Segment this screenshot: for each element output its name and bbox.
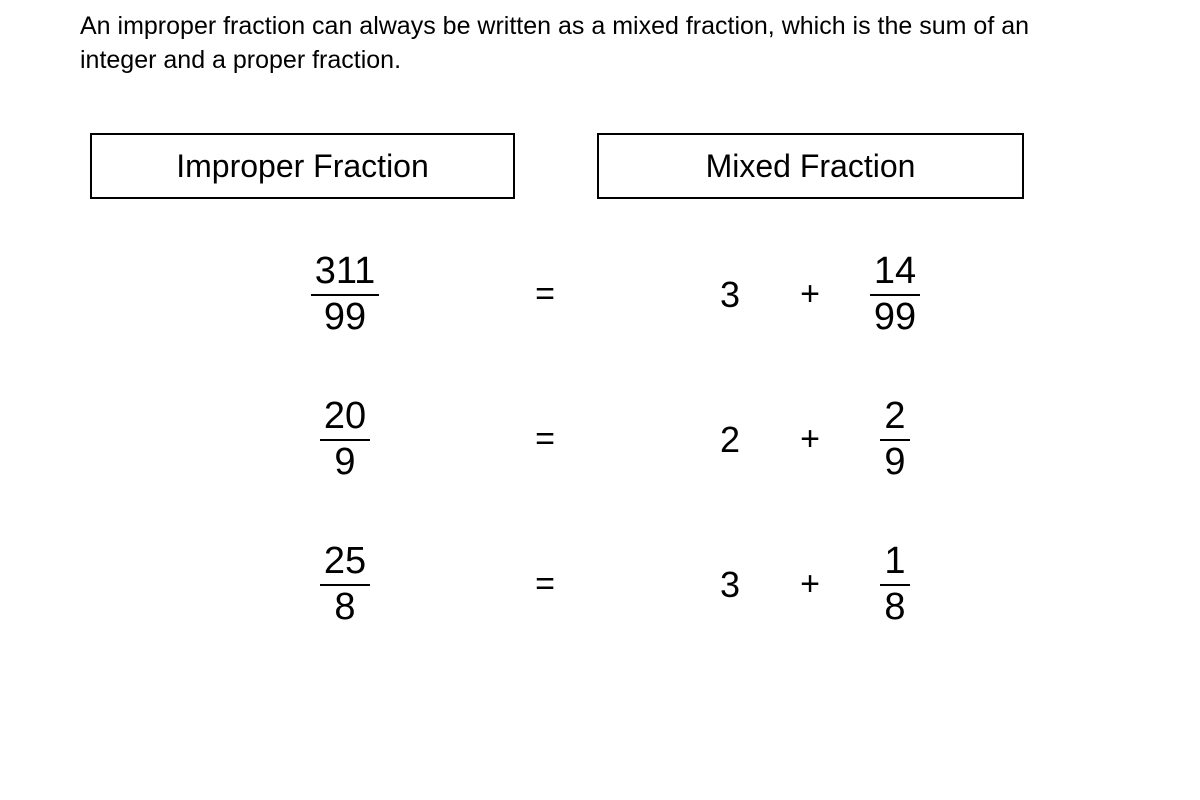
- equation-row: [0, 512, 1200, 657]
- improper-fraction-cell: [230, 512, 460, 657]
- intro-text: An improper fraction can always be written as a mixed fraction, which is the sum of an integer and a proper fraction.: [80, 12, 1030, 74]
- proper-denominator: 99: [873, 295, 917, 338]
- integer-part: 2: [719, 418, 741, 460]
- improper-fraction: [320, 541, 370, 627]
- proper-denominator: 9: [884, 440, 906, 483]
- improper-fraction: [311, 251, 380, 337]
- integer-part: 3: [719, 273, 741, 315]
- proper-fraction-cell: [840, 512, 950, 657]
- header-mixed-label: Mixed Fraction: [705, 147, 916, 184]
- proper-fraction: [880, 396, 909, 482]
- plus-sign: +: [800, 420, 820, 458]
- column-headers: [0, 133, 1200, 199]
- plus-sign: +: [800, 565, 820, 603]
- improper-denominator: 99: [323, 295, 367, 338]
- improper-numerator: 311: [311, 251, 380, 295]
- equals-sign: =: [535, 565, 555, 603]
- equals-sign: =: [535, 275, 555, 313]
- proper-fraction: [880, 541, 909, 627]
- plus-sign: +: [800, 275, 820, 313]
- equals-sign: =: [535, 420, 555, 458]
- header-improper-label: Improper Fraction: [176, 147, 429, 184]
- improper-fraction: [320, 396, 370, 482]
- proper-denominator: 8: [884, 585, 906, 628]
- header-improper-fraction: [90, 133, 515, 199]
- proper-fraction-cell: [840, 222, 950, 367]
- improper-fraction-cell: [230, 222, 460, 367]
- equation-row: [0, 222, 1200, 367]
- proper-numerator: 1: [880, 541, 909, 585]
- improper-denominator: 9: [334, 440, 356, 483]
- improper-numerator: 25: [320, 541, 370, 585]
- improper-numerator: 20: [320, 396, 370, 440]
- improper-denominator: 8: [334, 585, 356, 628]
- header-mixed-fraction: [597, 133, 1024, 199]
- equation-row: [0, 367, 1200, 512]
- proper-numerator: 2: [880, 396, 909, 440]
- integer-part: 3: [719, 563, 741, 605]
- proper-fraction: [870, 251, 920, 337]
- proper-fraction-cell: [840, 367, 950, 512]
- improper-fraction-cell: [230, 367, 460, 512]
- equation-list: [0, 222, 1200, 657]
- proper-numerator: 14: [870, 251, 920, 295]
